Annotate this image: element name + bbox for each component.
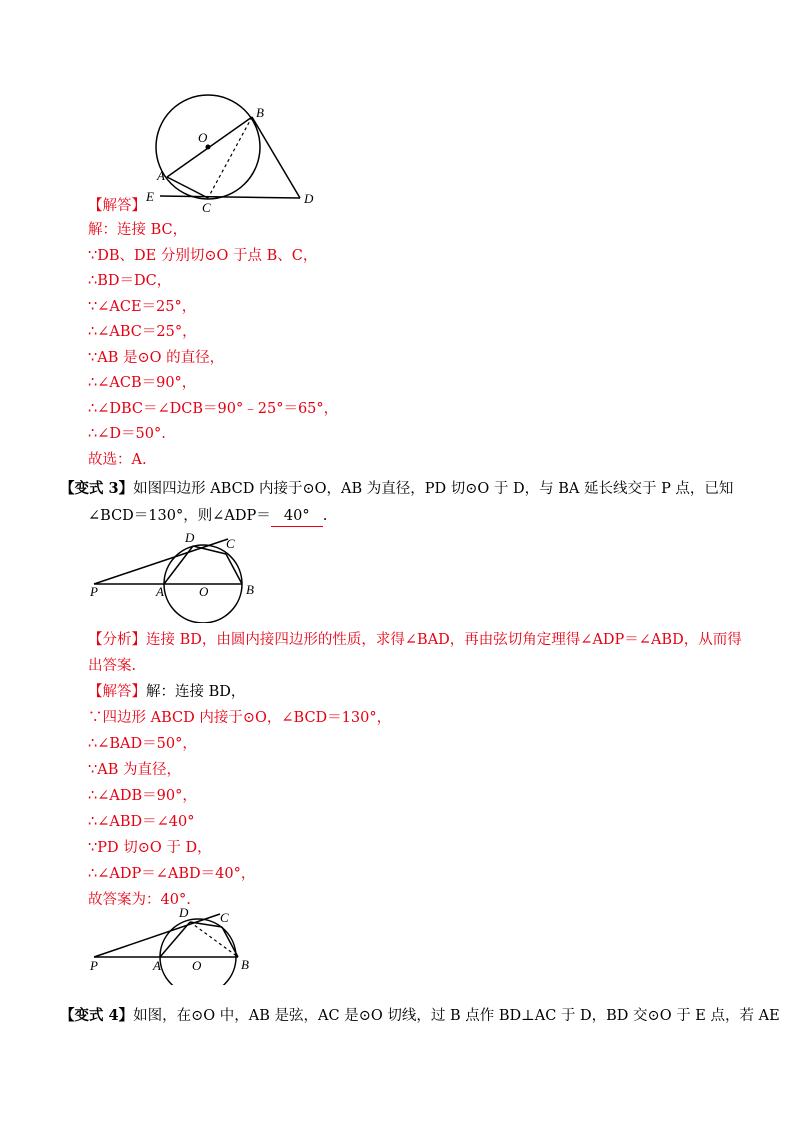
figure-circle-tangents [140,90,330,215]
solution-line: ∵AB 是⊙O 的直径， [88,350,225,366]
solution3-line: ∵PD 切⊙O 于 D， [88,840,212,856]
solution3-line: ∴∠BAD＝50°， [88,736,197,752]
label-C: C [202,200,211,215]
label-D: D [185,530,195,545]
solution3-line: ∵四边形 ABCD 内接于⊙O，∠BCD＝130°， [88,710,392,726]
label-O: O [199,584,209,599]
analysis-line2: 出答案. [88,658,137,674]
solution-line: ∴BD＝DC， [88,273,172,289]
solution-line: 解：连接 BC， [88,222,188,238]
solution-line: ∵DB、DE 分别切⊙O 于点 B、C， [88,248,318,264]
solution3-line: ∵AB 为直径， [88,762,181,778]
label-D: D [179,905,189,920]
label-O: O [198,130,208,145]
label-A: A [157,168,165,183]
variant3-question-line1: 【变式 3】如图四边形 ABCD 内接于⊙O，AB 为直径，PD 切⊙O 于 D，与 BA 延长线交于 P 点，已知 [60,480,734,497]
solution-line: ∴∠ACB＝90°， [88,375,197,391]
solution3-line: ∴∠ADB＝90°， [88,788,197,804]
analysis-line1: 【分析】连接 BD，由圆内接四边形的性质，求得∠BAD，再由弦切角定理得∠ADP＝∠ABD，从而得 [88,632,742,648]
variant3-question-line2: ∠BCD＝130°，则∠ADP＝ 40° . [88,506,327,527]
solution-line: ∵∠ACE＝25°， [88,299,197,315]
answer-blank: 40° [271,506,323,527]
variant4-question-line1: 【变式 4】如图，在⊙O 中，AB 是弦，AC 是⊙O 切线，过 B 点作 BD⊥AC 于 D，BD 交⊙O 于 E 点，若 AE [60,1007,780,1024]
label-A: A [156,584,164,599]
label-B: B [256,105,264,120]
solution3-first-line: 【解答】解：连接 BD， [88,684,246,700]
solution-line: ∴∠D＝50°. [88,426,166,442]
label-D: D [304,191,314,206]
solution-header: 【解答】 [88,198,146,214]
label-A: A [153,958,161,973]
variant3-label: 【变式 3】 [60,480,134,497]
label-O: O [192,958,202,973]
figure-inscribed-quadrilateral [80,528,270,623]
variant4-label: 【变式 4】 [60,1007,134,1024]
label-P: P [90,958,98,973]
label-C: C [220,910,229,925]
solution-line: 故选：A. [88,452,147,468]
figure-inscribed-quadrilateral-with-chord [80,905,270,985]
solution-line: ∴∠DBC＝∠DCB＝90°﹣25°＝65°， [88,401,339,417]
label-C: C [226,536,235,551]
solution3-line: ∴∠ABD＝∠40° [88,814,195,830]
label-B: B [246,582,254,597]
solution3-line: ∴∠ADP＝∠ABD＝40°， [88,866,256,882]
label-B: B [241,957,249,972]
label-P: P [90,584,98,599]
solution-line: ∴∠ABC＝25°， [88,324,197,340]
label-E: E [146,189,154,204]
solution3-line: 故答案为：40°. [88,892,191,908]
